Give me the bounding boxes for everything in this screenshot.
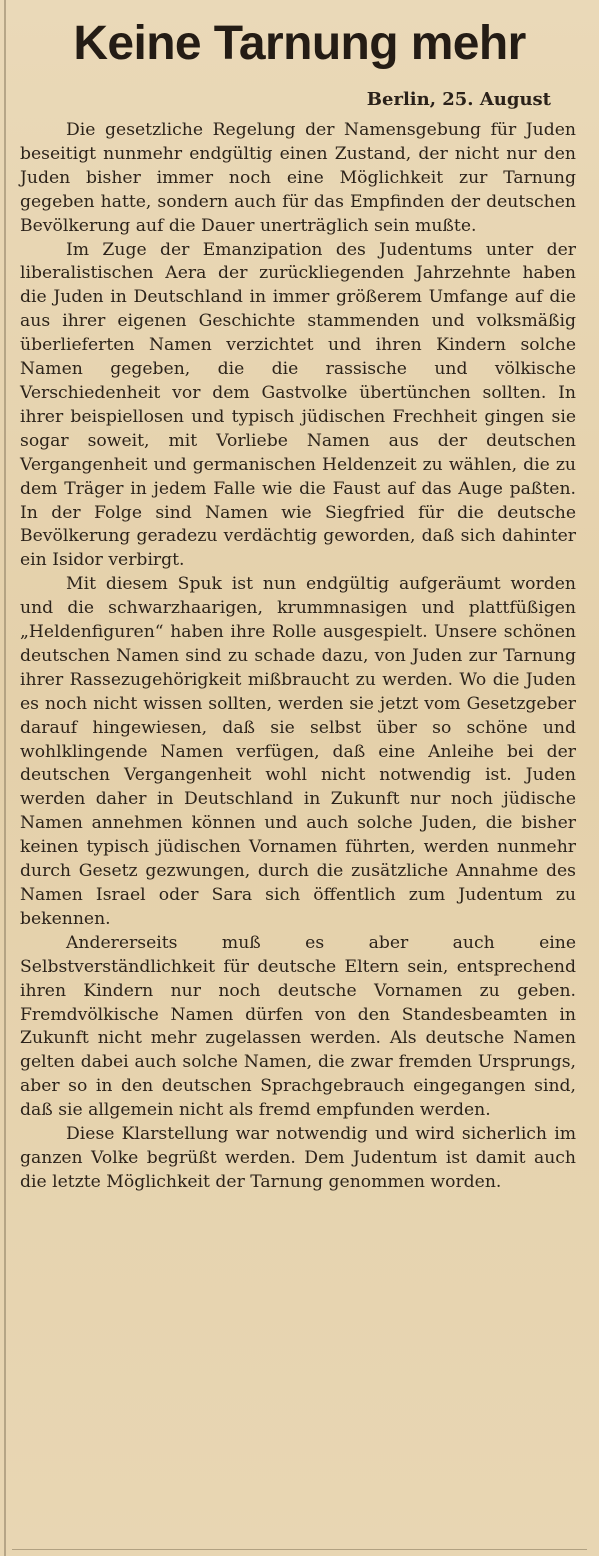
article-paragraph: Andererseits muß es aber auch eine Selbstverständlichkeit für deutsche Eltern sein, entsprechend ihren Kindern nur noch deutsche Vornamen zu geben. Fremdvölkische Namen dürfen von den Standesbeamten in Zukunft nicht mehr zugelassen werden. Als deutsche Namen gelten dabei auch solche Namen, die zwar fremden Ursprungs, aber so in den deutschen Sprachgebrauch eingegangen sind, daß sie allgemein nicht als fremd empfunden werden. xyxy=(20,932,576,1121)
column-rule xyxy=(4,0,6,1556)
article-paragraph: Diese Klarstellung war notwendig und wird sicherlich im ganzen Volke begrüßt werden. Dem Judentum ist damit auch die letzte Möglichkeit der Tarnung genommen worden. xyxy=(20,1124,576,1192)
article-paragraph: Im Zuge der Emanzipation des Judentums unter der liberalistischen Aera der zurückliegenden Jahrzehnte haben die Juden in Deutschland in immer größerem Umfange auf die aus ihrer eigenen Geschichte stammenden und volksmäßig überlieferten Namen verzichtet und ihren Kindern solche Namen gegeben, die die rassische und völkische Verschiedenheit vor dem Gastvolke übertünchen sollten. In ihrer beispiellosen und typisch jüdischen Frechheit gingen sie sogar soweit, mit Vorliebe Namen aus der deutschen Vergangenheit und germanischen Heldenzeit zu wählen, die zu dem Träger in jedem Falle wie die Faust auf das Auge paßten. In der Folge sind Namen wie Siegfried für die deutsche Bevölkerung geradezu verdächtig geworden, daß sich dahinter ein Isidor verbirgt. xyxy=(20,239,576,571)
article-paragraph: Die gesetzliche Regelung der Namensgebung für Juden beseitigt nunmehr endgültig einen Zustand, der nicht nur den Juden bisher immer noch eine Möglichkeit zur Tarnung gegeben hatte, sondern auch für das Empfinden der deutschen Bevölkerung auf die Dauer unerträglich sein mußte. xyxy=(20,120,576,236)
bottom-rule xyxy=(12,1549,587,1550)
headline: Keine Tarnung mehr xyxy=(73,17,526,70)
article-paragraph: Mit diesem Spuk ist nun endgültig aufgeräumt worden und die schwarzhaarigen, krummnasigen und plattfüßigen „Heldenfiguren“ haben ihre Rolle ausgespielt. Unsere schönen deutschen Namen sind zu schade dazu, von Juden zur Tarnung ihrer Rassezugehörigkeit mißbraucht zu werden. Wo die Juden es noch nicht wissen sollten, werden sie jetzt vom Gesetzgeber darauf hingewiesen, daß sie selbst über so schöne und wohlklingende Namen verfügen, daß eine Anleihe bei der deutschen Vergangenheit wohl nicht notwendig ist. Juden werden daher in Deutschland in Zukunft nur noch jüdische Namen annehmen können und auch solche Juden, die bisher keinen typisch jüdischen Vornamen führten, werden nunmehr durch Gesetz gezwungen, durch die zusätzliche Annahme des Namen Israel oder Sara sich öffentlich zum Judentum zu bekennen. xyxy=(20,574,576,929)
dateline: Berlin, 25. August xyxy=(366,89,551,110)
article-body xyxy=(20,119,576,1195)
